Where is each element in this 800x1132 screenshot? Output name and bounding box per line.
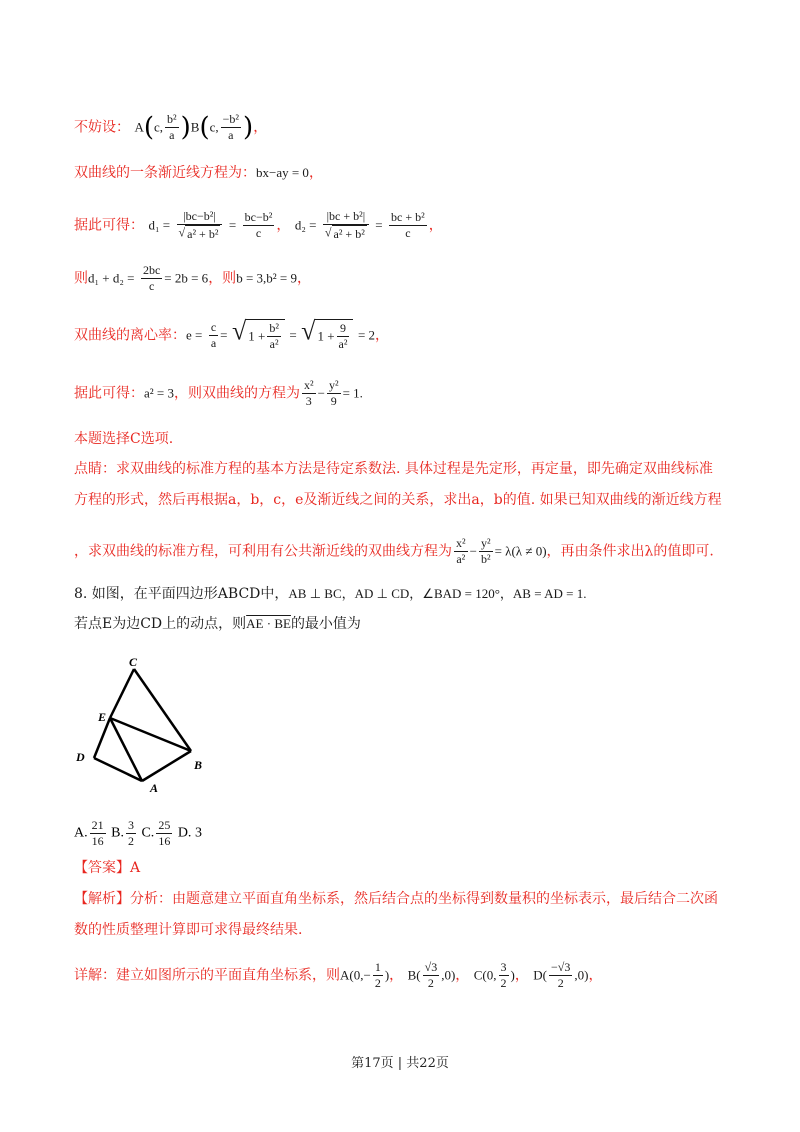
punct: ， — [375, 327, 390, 344]
frac-den: 9 — [330, 394, 337, 408]
punct: ， — [253, 119, 268, 136]
frac-den: 2 — [500, 976, 507, 990]
frac-b2-a2 — [267, 321, 281, 352]
punct: ， — [588, 967, 603, 984]
asymptote-eq: bx−ay = 0 — [256, 165, 309, 180]
paren-close: ) — [384, 967, 390, 983]
frac-num: |bc + b²| — [323, 209, 369, 225]
frac-den: c — [405, 226, 411, 240]
frac-b2-a — [165, 112, 179, 143]
e-eq: e = — [186, 327, 203, 343]
frac-den: 2 — [557, 976, 564, 990]
frac-sqrt3-2 — [423, 960, 440, 991]
frac-num: b² — [167, 112, 177, 126]
equals: = — [220, 327, 228, 343]
frac-num: −b² — [222, 112, 240, 126]
analysis-line-2: 数的性质整理计算即可求得最终结果. — [74, 922, 303, 938]
analysis-line-1: 【解析】分析：由题意建立平面直角坐标系，然后结合点的坐标得到数量积的坐标表示，最后结合二次函 — [74, 891, 718, 907]
lambda-eq: = λ(λ ≠ 0) — [494, 543, 547, 559]
answer-choice: 本题选择C选项. — [74, 431, 174, 447]
frac-9-a2 — [337, 321, 350, 352]
answer-line: 【答案】A — [74, 860, 141, 876]
question-8-line-1 — [74, 584, 586, 604]
frac-d2-simplified — [389, 210, 427, 241]
sqrt-sign: √ — [231, 316, 247, 346]
frac-num: 9 — [337, 321, 350, 337]
point-d-coord: D( — [533, 967, 548, 983]
sum-eq: d₁ + d₂ = — [88, 270, 135, 286]
label-a: A — [150, 781, 159, 795]
paren-open: ( — [143, 112, 154, 143]
punct: ， — [514, 967, 529, 984]
frac-den: a — [228, 128, 234, 142]
note-line-3: ，求双曲线的标准方程，可利用有公共渐近线的双曲线方程为 $\frac{\text{x²}}{\text{a²}}$ − $\frac{\text{y²}}{\text{b²}}$ = λ(λ ≠ 0)，再由条件求出λ的值即可. — [74, 536, 714, 566]
frac-den: 16 — [158, 834, 171, 848]
frac-den: a — [210, 336, 217, 350]
frac-num: x² — [304, 378, 314, 392]
frac-x2-3 — [302, 378, 316, 409]
frac-den: a — [169, 128, 175, 142]
option-d-value: 3 — [194, 825, 202, 841]
sqrt-content: a² + b² — [333, 227, 365, 241]
frac-num: 3 — [127, 818, 134, 832]
frac-d2 — [323, 209, 369, 242]
point-b: B — [190, 119, 200, 135]
line-sum — [74, 263, 311, 294]
option-a-label: A. — [74, 825, 88, 841]
frac-den: 2 — [427, 976, 434, 990]
paren-open: ( — [199, 112, 210, 143]
frac-num: y² — [480, 536, 491, 550]
frac-c-a — [209, 320, 218, 351]
frac-num: c — [210, 320, 217, 334]
frac-den: c — [148, 279, 155, 293]
note-text: ，求双曲线的标准方程，可利用有公共渐近线的双曲线方程为 — [74, 543, 452, 560]
line-equation: 据此可得：a² = 3，则双曲线的方程为 $\frac{\text{x²}}{3}$ − $\frac{\text{y²}}{9}$ = 1. — [74, 378, 363, 408]
frac-den: a² — [269, 337, 279, 351]
line-assume — [74, 112, 267, 143]
point-b-c: c, — [209, 119, 219, 135]
minus: − — [363, 967, 371, 983]
equals: = — [375, 217, 383, 233]
frac-den: 2 — [127, 834, 134, 848]
punct: ， — [276, 217, 291, 234]
segment-ed — [94, 718, 110, 758]
zero-coord: ,0) — [441, 967, 456, 983]
label-b: B — [194, 758, 203, 772]
frac-den: 2 — [374, 976, 381, 990]
equals: = — [228, 217, 237, 233]
question-text: 8. 如图，在平面四边形ABCD中， — [74, 586, 289, 602]
frac-den: c — [255, 226, 262, 240]
option-b-label: B. — [111, 825, 124, 841]
option-a-value — [90, 818, 106, 849]
option-d-label: D. — [177, 825, 192, 841]
d1-label: d₁ = — [148, 217, 171, 233]
segment-ab — [142, 751, 191, 781]
point-b-coord: B( — [407, 967, 421, 983]
frac-d1-simplified — [243, 210, 275, 241]
frac-num: |bc−b²| — [177, 209, 223, 225]
note-line-2: 方程的形式，然后再根据a，b，c，e及渐近线之间的关系，求出a，b的值. 如果已知双曲线的渐近线方程 — [74, 492, 722, 508]
punct: ， — [389, 967, 404, 984]
frac-den: b² — [480, 552, 491, 566]
then-label-2: ，则 — [208, 270, 237, 287]
line-eccentricity — [74, 316, 390, 352]
segment-ea — [110, 718, 142, 781]
sum-result: = 2b = 6 — [164, 270, 209, 286]
question-text-end: 的最小值为 — [290, 616, 361, 632]
b-value: b = 3,b² = 9 — [236, 270, 297, 286]
point-a-coord: A(0, — [340, 967, 364, 983]
eccentricity-label: 双曲线的离心率： — [74, 327, 186, 344]
frac-num: 21 — [91, 818, 104, 832]
frac-den: √ a² + b² — [324, 225, 365, 241]
question-8-line-2 — [74, 614, 361, 634]
frac-num: 1 — [374, 960, 381, 974]
d2-label: d₂ = — [294, 217, 317, 233]
frac-d1 — [177, 209, 223, 242]
label-e: E — [98, 710, 107, 724]
paren-close: ) — [180, 112, 191, 143]
sqrt-content: a² + b² — [187, 227, 219, 241]
one-plus: 1 + — [248, 328, 266, 344]
segment-ce — [110, 669, 134, 718]
one-plus: 1 + — [317, 328, 335, 344]
punct: ， — [428, 217, 443, 234]
detail-text: 详解：建立如图所示的平面直角坐标系，则 — [74, 967, 340, 984]
thus-label: 据此可得： — [74, 385, 144, 402]
sqrt-1 — [246, 319, 285, 352]
frac-x2-a2 — [454, 536, 468, 567]
frac-3-2 — [499, 960, 509, 991]
sqrt-sign: √ — [301, 316, 316, 346]
frac-den: a² — [338, 337, 348, 351]
frac-den: 16 — [91, 834, 104, 848]
frac-y2-9 — [327, 378, 341, 409]
frac-den: 3 — [305, 394, 312, 408]
punct: ， — [455, 967, 470, 984]
equation-result: = 1. — [342, 385, 363, 401]
frac-negsqrt3-2 — [549, 960, 572, 991]
option-b-value — [126, 818, 136, 849]
a2-value: a² = 3 — [144, 385, 174, 401]
zero-coord: ,0) — [574, 967, 589, 983]
frac-num: bc + b² — [391, 210, 425, 224]
question-text: 若点E为边CD上的动点，则 — [74, 616, 247, 632]
frac-y2-b2 — [479, 536, 493, 567]
frac-num: y² — [328, 378, 339, 392]
paren-close: ) — [243, 112, 254, 143]
note-line-1: 点睛：求双曲线的标准方程的基本方法是待定系数法. 具体过程是先定形，再定量，即先确定双曲线标准 — [74, 461, 713, 477]
equals: = — [289, 327, 297, 343]
detail-line — [74, 960, 602, 991]
asymptote-label: 双曲线的一条渐近线方程为： — [74, 165, 256, 181]
punct: ， — [308, 165, 323, 181]
note-text-end: ，再由条件求出λ的值即可. — [546, 543, 714, 560]
option-c-value — [156, 818, 172, 849]
frac-num: 25 — [158, 818, 171, 832]
paren-close: ) — [510, 967, 515, 983]
line-distances — [74, 209, 443, 242]
e-result: = 2 — [357, 327, 376, 343]
option-c-label: C. — [141, 825, 155, 841]
page-footer: 第17页 | 共22页 — [351, 1056, 449, 1071]
point-c-coord: C(0, — [473, 967, 497, 983]
then-label: 则 — [74, 270, 88, 287]
dot-product: AE · BE — [246, 616, 291, 631]
label-c: C — [129, 655, 138, 669]
frac-num: bc−b² — [244, 210, 273, 224]
assume-label: 不妨设： — [74, 119, 130, 136]
line-asymptote — [74, 163, 323, 183]
options-row — [74, 818, 202, 849]
frac-num: 2bc — [142, 263, 161, 277]
frac-den: a² — [456, 552, 466, 566]
equation-label: ，则双曲线的方程为 — [174, 385, 300, 402]
point-a-c: c, — [154, 119, 164, 135]
frac-2bc-c — [141, 263, 162, 294]
point-a: A — [134, 119, 144, 135]
sqrt-2 — [315, 319, 353, 352]
frac-num: b² — [269, 321, 279, 335]
frac-negb2-a — [221, 112, 241, 143]
punct: ， — [297, 270, 311, 287]
quadrilateral-figure — [72, 655, 212, 795]
frac-num: 3 — [500, 960, 507, 974]
frac-num: √3 — [424, 960, 438, 974]
question-conditions: AB ⊥ BC，AD ⊥ CD，∠BAD = 120°，AB = AD = 1. — [288, 586, 587, 601]
label-d: D — [76, 750, 85, 764]
frac-den: √ a² + b² — [178, 225, 219, 241]
frac-num: x² — [456, 536, 466, 550]
thus-label: 据此可得： — [74, 217, 144, 234]
frac-num: −√3 — [551, 960, 571, 974]
frac-1-2 — [373, 960, 383, 991]
